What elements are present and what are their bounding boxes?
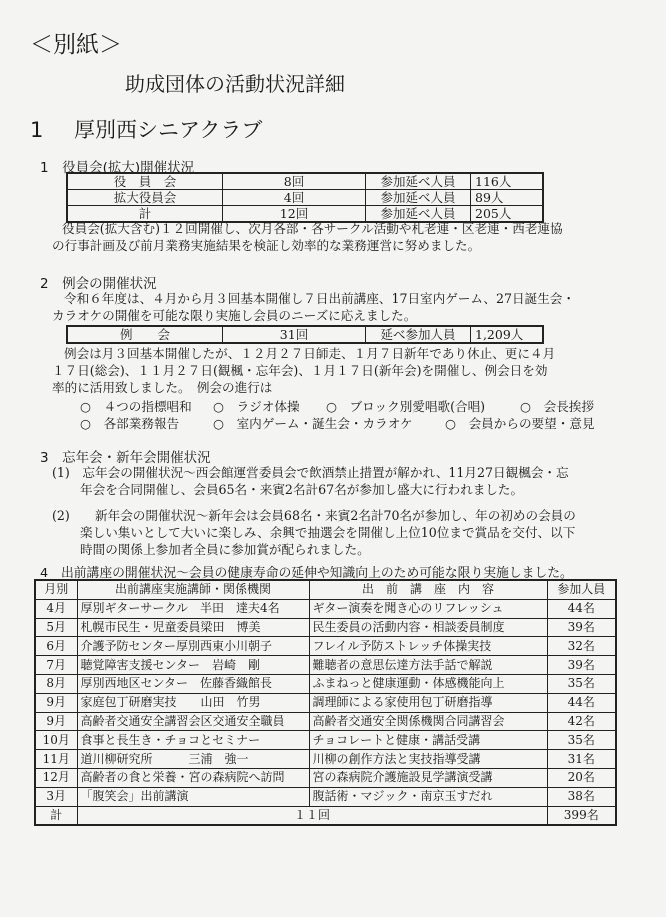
- section4-heading: 4 出前講座の開催状況～会員の健康寿命の延伸や知識向上のため可能な限り実施しました。: [40, 566, 573, 581]
- instructor-cell: 厚別ギターサークル 半田 達夫4名: [77, 599, 309, 618]
- table-row: [35, 787, 616, 806]
- table-row: [35, 618, 616, 637]
- attendance-cell: 20名: [547, 768, 616, 787]
- month-cell: 11月: [35, 750, 77, 769]
- instructor-cell: 高齢者の食と栄養・宮の森病院へ訪問: [77, 768, 309, 787]
- column-header: 参加人員: [547, 580, 616, 599]
- attendance-cell: 42名: [547, 712, 616, 731]
- month-cell: 3月: [35, 787, 77, 806]
- agenda-item: ○ ラジオ体操: [213, 399, 300, 414]
- table-row: [35, 599, 616, 618]
- table-header-row: [35, 580, 616, 599]
- content-cell: 腹話術・マジック・南京玉すだれ: [309, 787, 547, 806]
- attendance-cell: 39名: [547, 618, 616, 637]
- section1-heading: 1 役員会(拡大)開催状況: [40, 160, 195, 176]
- content-cell: 難聴者の意思伝達方法手話で解説: [309, 656, 547, 675]
- attendance-cell: 44名: [547, 599, 616, 618]
- column-header: 出前講座実施講師・関係機関: [77, 580, 309, 599]
- meeting-label: 延べ参加人員: [366, 326, 471, 343]
- agenda-item: ○ 各部業務報告: [80, 416, 180, 431]
- document-title: 助成団体の活動状況詳細: [125, 72, 345, 96]
- meeting-value: 205人: [471, 206, 544, 223]
- instructor-cell: 介護予防センター厚別西東小川朝子: [77, 637, 309, 656]
- month-cell: 10月: [35, 731, 77, 750]
- para-line: 役員会(拡大含む)１２回開催し、次月各部・各サークル活動や札老連・区老連・西老連協: [62, 221, 563, 236]
- meeting-value: 116人: [471, 173, 544, 190]
- section1-paragraph: [52, 220, 632, 254]
- month-cell: 7月: [35, 656, 77, 675]
- meeting-count: 8回: [223, 173, 366, 190]
- section2-heading: 2 例会の開催状況: [40, 276, 157, 292]
- meeting-count: 12回: [223, 206, 366, 223]
- column-header: 月別: [35, 580, 77, 599]
- instructor-cell: 「腹笑会」出前講演: [77, 787, 309, 806]
- instructor-cell: 厚別西地区センター 佐藤香織館長: [77, 674, 309, 693]
- section3-heading: 3 忘年会・新年会開催状況: [40, 450, 211, 466]
- table-row: [35, 750, 616, 769]
- table-row: [67, 173, 543, 190]
- regular-meeting-table: [66, 325, 544, 344]
- agenda-item: ○ ４つの指標唱和: [80, 399, 192, 414]
- attendance-cell: 31名: [547, 750, 616, 769]
- para-line: (2) 新年会の開催状況～新年会は会員68名・来賓2名計70名が参加し、年の初めの会員の: [52, 508, 576, 523]
- section2-paragraph: [52, 345, 632, 396]
- table-row: [35, 731, 616, 750]
- meeting-count: 31回: [223, 326, 366, 343]
- meeting-name: 計: [67, 206, 223, 223]
- meeting-name: 例 会: [67, 326, 223, 343]
- total-attendance: 399名: [547, 806, 616, 825]
- agenda-item: ○ 室内ゲーム・誕生会・カラオケ: [213, 416, 413, 431]
- content-cell: 川柳の創作方法と実技指導受講: [309, 750, 547, 769]
- para-line: の行事計画及び前月業務実施結果を検証し効率的な業務運営に努めました。: [52, 238, 481, 253]
- section3-year-end-party: [52, 464, 632, 498]
- table-row: [35, 712, 616, 731]
- table-row: [35, 768, 616, 787]
- instructor-cell: 家庭包丁研磨実技 山田 竹男: [77, 693, 309, 712]
- content-cell: 高齢者交通安全関係機関合同講習会: [309, 712, 547, 731]
- para-line: １７日(総会)、１１月２７日(観楓・忘年会)、１月１７日(新年会)を開催し、例会日を効: [52, 363, 548, 378]
- attachment-label: ＜別紙＞: [30, 32, 122, 58]
- month-cell: 9月: [35, 693, 77, 712]
- column-header: 出 前 講 座 内 容: [309, 580, 547, 599]
- meeting-name: 拡大役員会: [67, 190, 223, 206]
- attendance-cell: 32名: [547, 637, 616, 656]
- month-cell: 8月: [35, 674, 77, 693]
- meeting-label: 参加延べ人員: [366, 173, 471, 190]
- officer-meeting-table: [66, 172, 544, 223]
- total-count: １１回: [77, 806, 547, 825]
- total-label: 計: [35, 806, 77, 825]
- content-cell: 宮の森病院介護施設見学講演受講: [309, 768, 547, 787]
- instructor-cell: 札幌市民生・児童委員梁田 博美: [77, 618, 309, 637]
- meeting-label: 参加延べ人員: [366, 206, 471, 223]
- instructor-cell: 聴覚障害支援センター 岩崎 剛: [77, 656, 309, 675]
- para-line: 例会は月３回基本開催したが、１２月２７日師走、１月７日新年であり休止、更に４月: [64, 346, 556, 361]
- para-line: 年会を合同開催し、会員65名・来賓2名計67名が参加し盛大に行われました。: [80, 482, 524, 497]
- attendance-cell: 35名: [547, 674, 616, 693]
- table-row: [67, 326, 543, 343]
- club-name: 厚別西シニアクラブ: [74, 118, 263, 142]
- content-cell: ギター演奏を聞き心のリフレッシュ: [309, 599, 547, 618]
- table-row: [35, 674, 616, 693]
- meeting-label: 参加延べ人員: [366, 190, 471, 206]
- table-row: [35, 637, 616, 656]
- instructor-cell: 高齢者交通安全講習会区交通安全職員: [77, 712, 309, 731]
- club-number: 1: [30, 118, 44, 142]
- para-line: 令和６年度は、４月から月３回基本開催し７日出前講座、17日室内ゲーム、27日誕生会・: [64, 291, 575, 306]
- table-row: [35, 693, 616, 712]
- instructor-cell: 道川柳研究所 三浦 強一: [77, 750, 309, 769]
- content-cell: 民生委員の活動内容・相談委員制度: [309, 618, 547, 637]
- table-total-row: [35, 806, 616, 825]
- attendance-cell: 38名: [547, 787, 616, 806]
- month-cell: 12月: [35, 768, 77, 787]
- content-cell: ふまねっと健康運動・体感機能向上: [309, 674, 547, 693]
- agenda-item: ○ 会長挨拶: [520, 399, 594, 414]
- para-line: 楽しい集いとして大いに楽しみ、余興で抽選会を開催し上位10位まで賞品を交付、以下: [80, 525, 576, 540]
- outreach-lecture-table: [34, 579, 617, 826]
- instructor-cell: 食事と長生き・チョコとセミナー: [77, 731, 309, 750]
- agenda-item: ○ 会員からの要望・意見: [445, 416, 595, 431]
- meeting-name: 役 員 会: [67, 173, 223, 190]
- section3-new-year-party: [52, 507, 632, 558]
- attendance-cell: 35名: [547, 731, 616, 750]
- content-cell: 調理師による家使用包丁研磨指導: [309, 693, 547, 712]
- section2-intro: [52, 290, 632, 324]
- meeting-count: 4回: [223, 190, 366, 206]
- month-cell: 9月: [35, 712, 77, 731]
- agenda-item: ○ ブロック別愛唱歌(合唱): [326, 399, 486, 414]
- para-line: (1) 忘年会の開催状況～西会館運営委員会で飲酒禁止措置が解かれ、11月27日観楓会・忘: [52, 465, 569, 480]
- para-line: 率的に活用致しました。 例会の進行は: [52, 380, 273, 395]
- content-cell: チョコレートと健康・講話受講: [309, 731, 547, 750]
- para-line: 時間の関係上参加者全員に参加賞が配られました。: [80, 542, 370, 557]
- meeting-value: 89人: [471, 190, 544, 206]
- month-cell: 5月: [35, 618, 77, 637]
- month-cell: 6月: [35, 637, 77, 656]
- content-cell: フレイル予防ストレッチ体操実技: [309, 637, 547, 656]
- table-row: [67, 190, 543, 206]
- table-row: [35, 656, 616, 675]
- attendance-cell: 44名: [547, 693, 616, 712]
- attendance-cell: 39名: [547, 656, 616, 675]
- month-cell: 4月: [35, 599, 77, 618]
- meeting-value: 1,209人: [471, 326, 544, 343]
- para-line: カラオケの開催を可能な限り実施し会員のニーズに応えました。: [52, 308, 417, 323]
- club-heading: [30, 114, 262, 144]
